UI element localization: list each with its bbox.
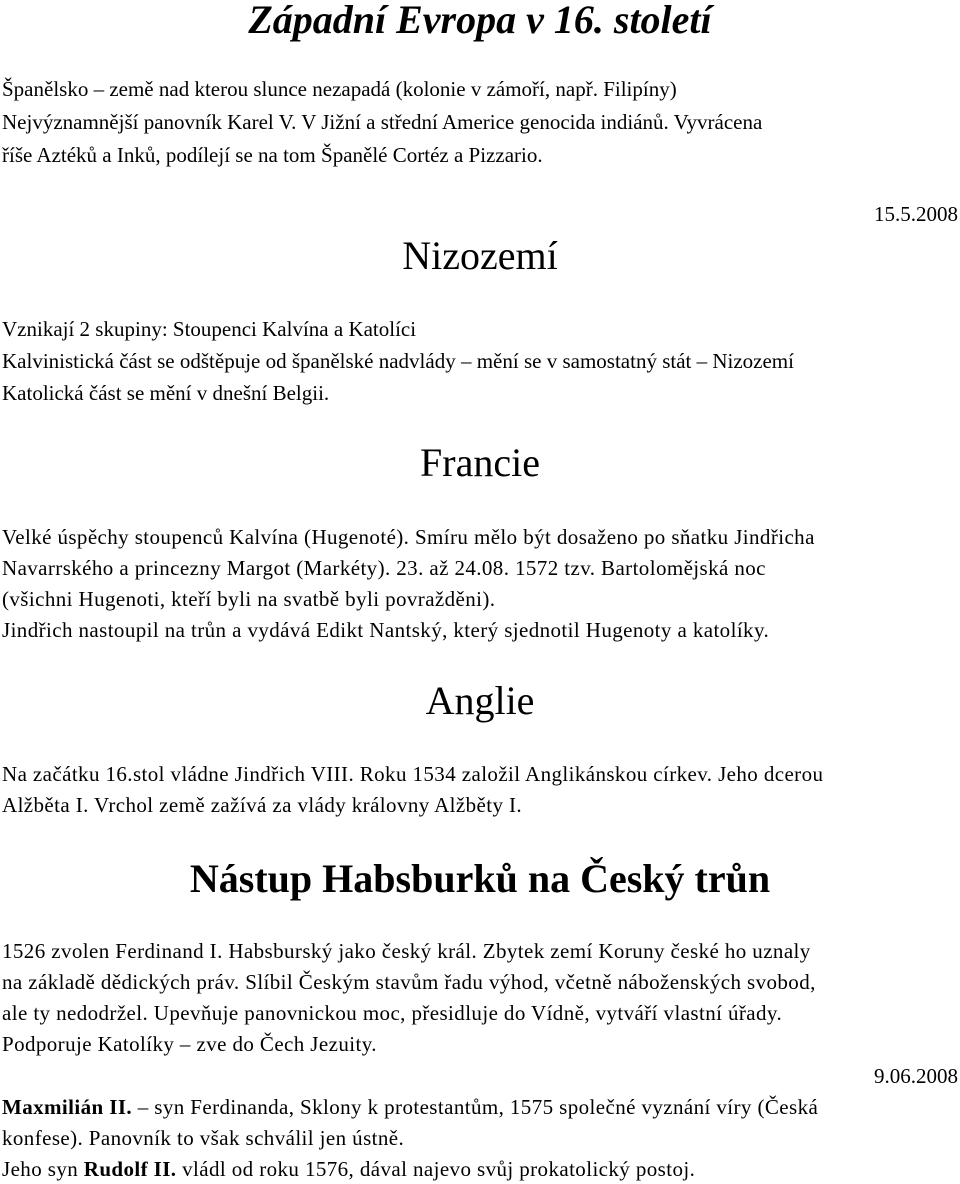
netherlands-line-2: Kalvinistická část se odštěpuje od španělské nadvlády – mění se v samostatný stát – Nizozemí <box>2 349 794 373</box>
habsburgs-line-1: 1526 zvolen Ferdinand I. Habsburský jako český král. Zbytek zemí Koruny české ho uznaly <box>2 939 811 963</box>
habsburgs-line-3: ale ty nedodržel. Upevňuje panovnickou moc, přesidluje do Vídně, vytváří vlastní úřady. <box>2 1001 783 1025</box>
habsburgs-line-2: na základě dědických práv. Slíbil Českým stavům řadu výhod, včetně náboženských svobod, <box>2 970 816 994</box>
date-stamp-2: 9.06.2008 <box>874 1064 958 1088</box>
rudolf-prefix: Jeho syn <box>2 1157 84 1181</box>
england-line-2: Alžběta I. Vrchol země zažívá za vlády královny Alžběty I. <box>2 793 523 817</box>
maxmilian-name: Maxmilián II. <box>2 1095 133 1119</box>
maxmilian-line-2: konfese). Panovník to však schválil jen ústně. <box>2 1126 405 1150</box>
england-line-1: Na začátku 16.stol vládne Jindřich VIII. Roku 1534 založil Anglikánskou církev. Jeho dcerou <box>2 762 824 786</box>
maxmilian-line-1 <box>2 1092 818 1122</box>
spain-line-2: Nejvýznamnější panovník Karel V. V Jižní a střední Americe genocida indiánů. Vyvrácena <box>2 110 763 134</box>
rudolf-text: vládl od roku 1576, dával najevo svůj prokatolický postoj. <box>176 1157 696 1181</box>
rudolf-name: Rudolf II. <box>83 1157 177 1181</box>
spain-line-1: Španělsko – země nad kterou slunce nezapadá (kolonie v zámoří, např. Filipíny) <box>2 77 677 101</box>
date-stamp-1: 15.5.2008 <box>874 202 958 226</box>
netherlands-line-1: Vznikají 2 skupiny: Stoupenci Kalvína a Katolíci <box>2 317 417 341</box>
heading-england: Anglie <box>425 678 535 723</box>
heading-habsburgs: Nástup Habsburků na Český trůn <box>189 856 771 901</box>
france-line-3: (všichni Hugenoti, kteří byli na svatbě byli povražděni). <box>2 587 496 611</box>
spain-line-3: říše Aztéků a Inků, podílejí se na tom Španělé Cortéz a Pizzario. <box>2 143 543 167</box>
heading-netherlands: Nizozemí <box>402 233 558 278</box>
france-line-1: Velké úspěchy stoupenců Kalvína (Hugenoté). Smíru mělo být dosaženo po sňatku Jindřicha <box>2 525 815 549</box>
habsburgs-line-4: Podporuje Katolíky – zve do Čech Jezuity. <box>2 1032 377 1056</box>
france-line-4: Jindřich nastoupil na trůn a vydává Edikt Nantský, který sjednotil Hugenoty a katolíky. <box>2 618 770 642</box>
heading-france: Francie <box>420 440 540 485</box>
maxmilian-text: – syn Ferdinanda, Sklony k protestantům, 1575 společné vyznání víry (Česká <box>132 1095 819 1119</box>
netherlands-line-3: Katolická část se mění v dnešní Belgii. <box>2 381 330 405</box>
rudolf-line <box>2 1154 695 1184</box>
page-title: Západní Evropa v 16. století <box>248 0 712 42</box>
france-line-2: Navarrského a princezny Margot (Markéty). 23. až 24.08. 1572 tzv. Bartolomějská noc <box>2 556 766 580</box>
